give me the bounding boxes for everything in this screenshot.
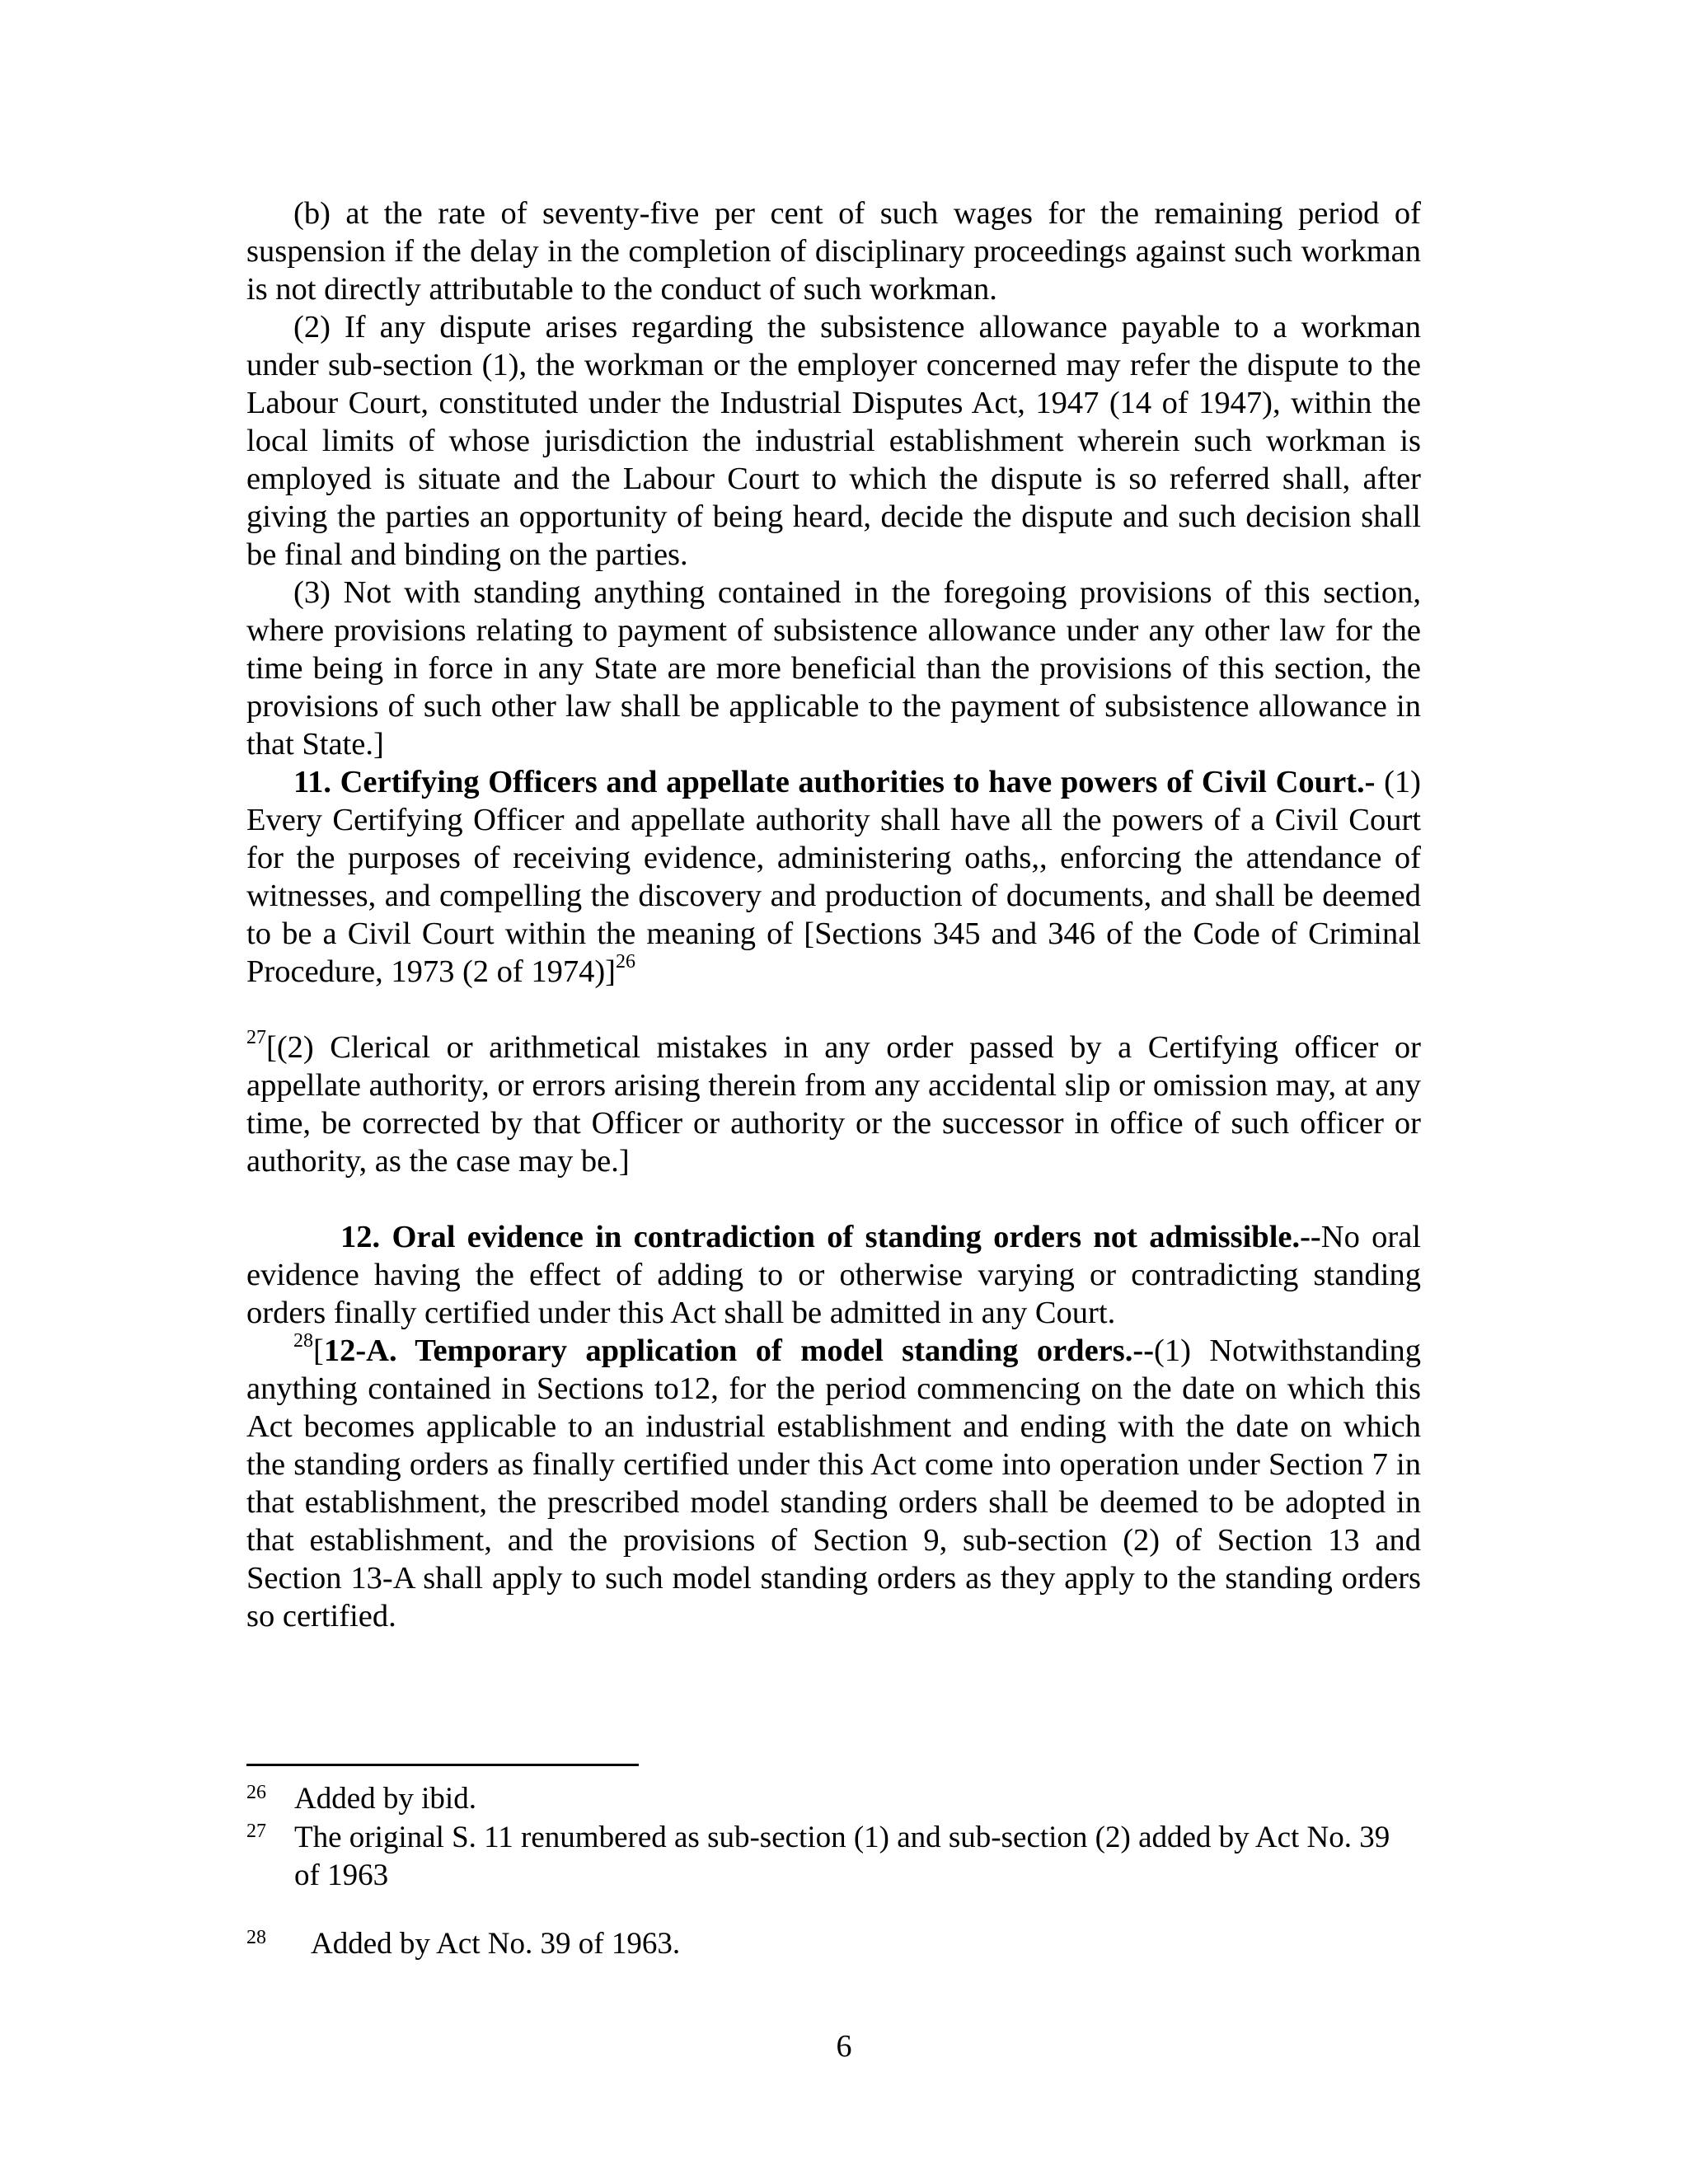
section-12a — [246, 1332, 1421, 1635]
section-12a-bracket: [ — [313, 1333, 324, 1368]
section-11 — [246, 763, 1421, 991]
footnote-text: Added by Act No. 39 of 1963. — [311, 1927, 681, 1961]
section-12a-text: (1) Notwithstanding anything contained in Sections to12, for the period commencing on the date on which this Act becomes applicable to an industrial establishment and ending with the date on which the standing orders as finally certified under this Act come into operation under Section 7 in that establishment, the prescribed model standing orders shall be deemed to be adopted in that establishment, and the provisions of Section 9, sub-section (2) of Section 13 and Section 13-A shall apply to such model standing orders as they apply to the standing orders so certified. — [246, 1333, 1421, 1633]
paragraph-2: (2) If any dispute arises regarding the subsistence allowance payable to a workman under sub-section (1), the workman or the employer concerned may refer the dispute to the Labour Court, constituted under the Industrial Disputes Act, 1947 (14 of 1947), within the local limits of whose jurisdiction the industrial establishment wherein such workman is employed is situate and the Labour Court to which the dispute is so referred shall, after giving the parties an opportunity of being heard, decide the dispute and such decision shall be final and binding on the parties. — [246, 310, 1421, 572]
section-11-text: (1) Every Certifying Officer and appellate authority shall have all the powers of a Civil Court for the purposes of receiving evidence, administering oaths,, enforcing the attendance of witnesses, and compelling the discovery and production of documents, and shall be deemed to be a Civil Court within the meaning of [Sections 345 and 346 of the Code of Criminal Procedure, 1973 (2 of 1974)] — [246, 765, 1422, 989]
footnote-divider — [246, 1764, 639, 1766]
main-text — [246, 194, 1421, 1635]
section-12 — [246, 1218, 1421, 1332]
footnote-number: 28 — [246, 1927, 266, 1948]
section-12-text: No oral evidence having the effect of adding to or otherwise varying or contradicting standing orders finally certified under this Act shall be admitted in any Court. — [246, 1220, 1421, 1330]
footnote-28 — [246, 1925, 1433, 1963]
footnote-text: The original S. 11 renumbered as sub-section (1) and sub-section (2) added by Act No. 39 of 1963 — [294, 1821, 1390, 1892]
section-11-subsection-2 — [246, 1029, 1421, 1180]
footnote-27 — [246, 1819, 1392, 1895]
footnote-text: Added by ibid. — [294, 1782, 476, 1816]
section-11-heading: 11. Certifying Officers and appellate authorities to have powers of Civil Court.- — [293, 765, 1376, 799]
footnote-number: 26 — [246, 1782, 266, 1803]
footnote-ref-28: 28 — [293, 1330, 313, 1352]
section-11-2-text: [(2) Clerical or arithmetical mistakes in any order passed by a Certifying officer or appellate authority, or errors arising therein from any accidental slip or omission may, at any time, be corrected by that Officer or authority or the successor in office of such officer or authority, as the case may be.] — [246, 1030, 1421, 1179]
paragraph-b: (b) at the rate of seventy-five per cent of such wages for the remaining period of suspension if the delay in the completion of disciplinary proceedings against such workman is not directly attributable to the conduct of such workman. — [246, 196, 1421, 307]
paragraph-3: (3) Not with standing anything contained in the foregoing provisions of this section, where provisions relating to payment of subsistence allowance under any other law for the time being in force in any State are more beneficial than the provisions of this section, the provisions of such other law shall be applicable to the payment of subsistence allowance in that State.] — [246, 575, 1421, 762]
section-12a-heading: 12-A. Temporary application of model standing orders.-- — [323, 1333, 1155, 1368]
section-12-heading: 12. Oral evidence in contradiction of standing orders not admissible.-- — [340, 1220, 1321, 1254]
spacer — [246, 1180, 1421, 1218]
page-number: 6 — [836, 2029, 852, 2064]
footnote-26 — [246, 1780, 1433, 1818]
footnote-ref-27: 27 — [246, 1027, 266, 1048]
footnote-ref-26: 26 — [615, 951, 635, 972]
spacer — [246, 991, 1421, 1029]
footnote-number: 27 — [246, 1821, 266, 1842]
